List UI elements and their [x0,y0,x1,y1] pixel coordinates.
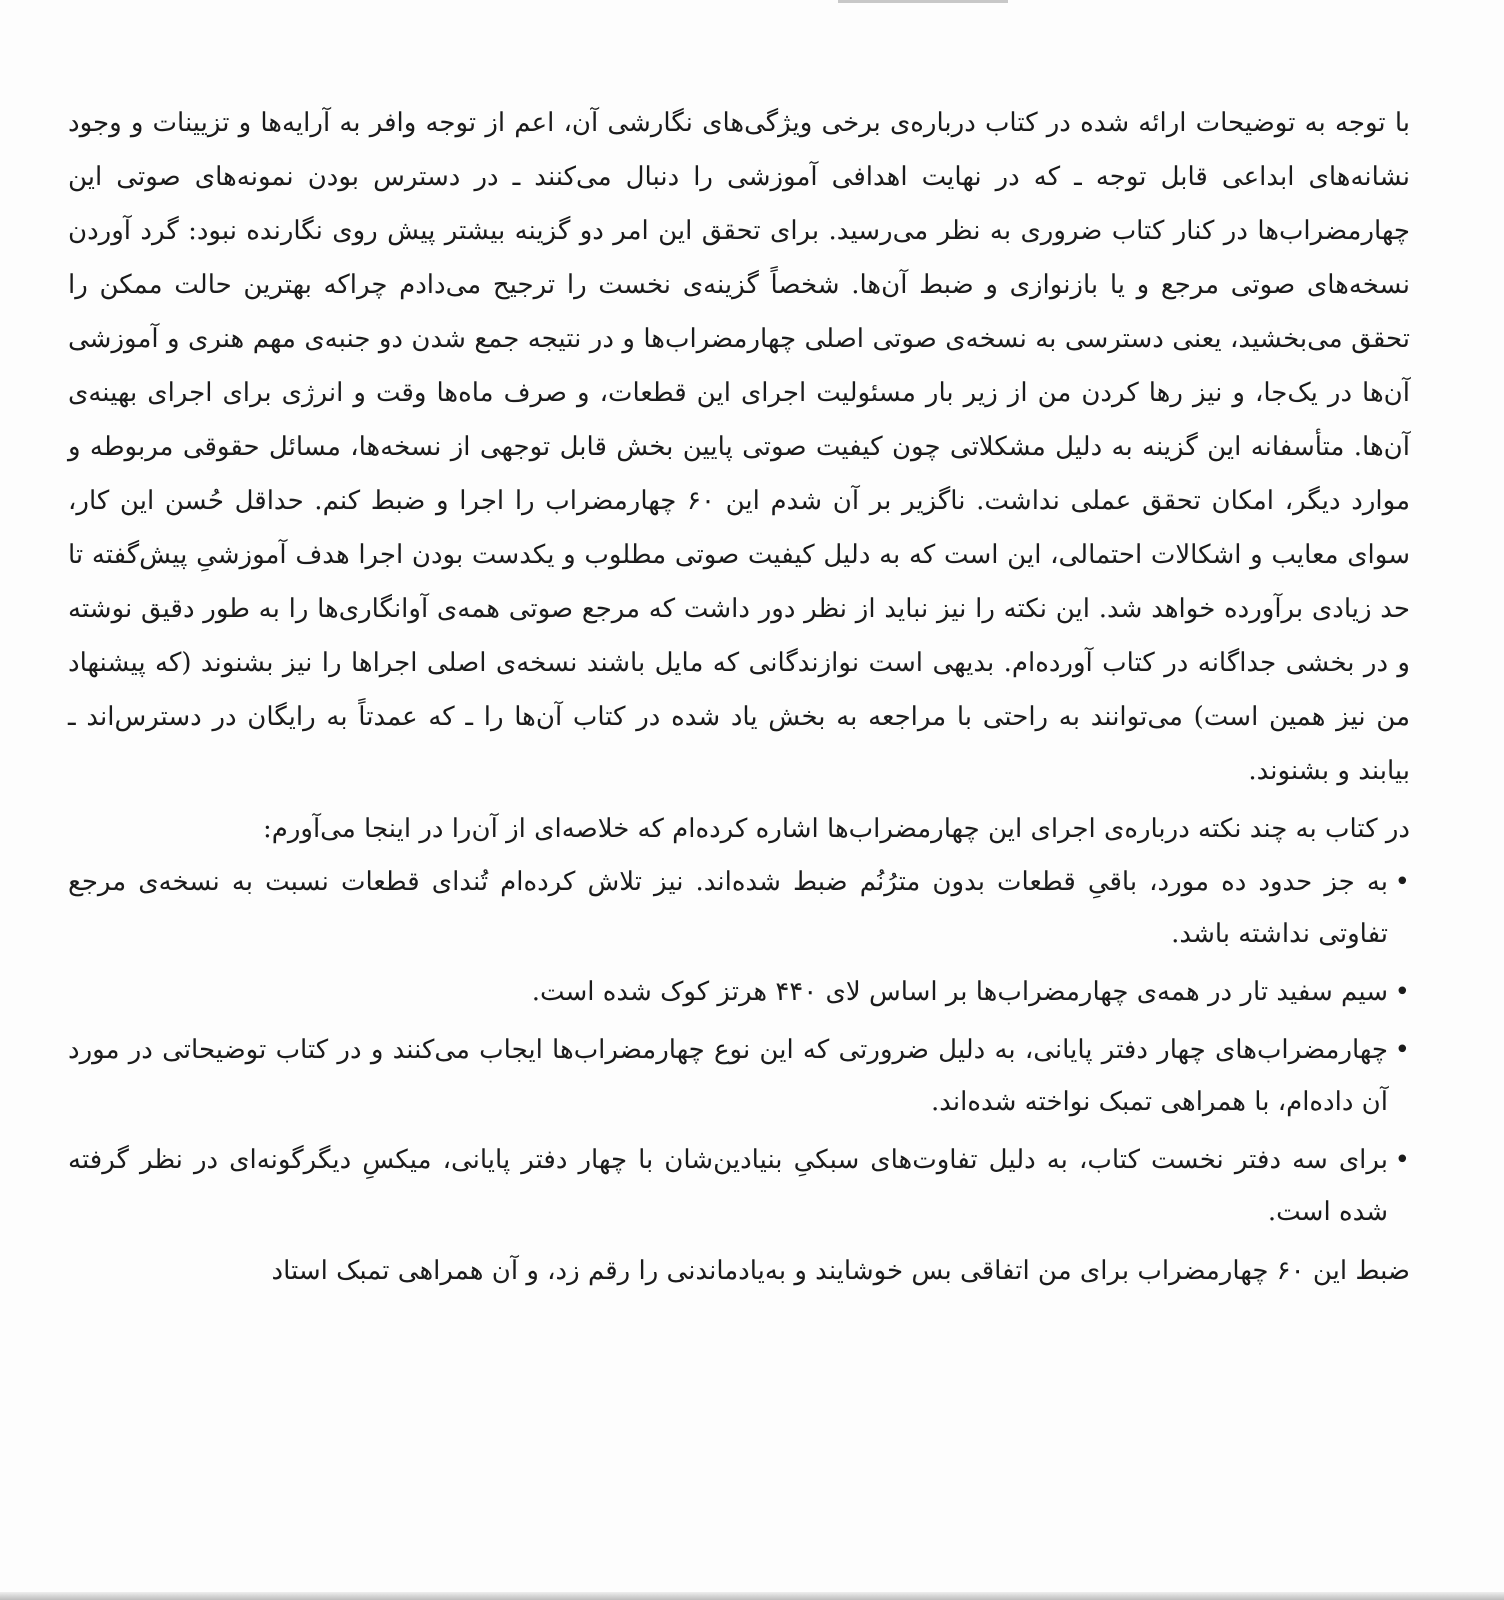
list-item [68,856,1410,960]
bullet-icon: • [1394,867,1410,897]
list-item-text: سیم سفید تار در همه‌ی چهارمضراب‌ها بر اساس لای ۴۴۰ هرتز کوک شده است. [531,977,1388,1007]
list-item [68,966,1410,1018]
bullet-icon: • [1394,1035,1410,1065]
list-item [68,1134,1410,1238]
scan-top-mark [838,0,1008,3]
list-item-text: برای سه دفتر نخست کتاب، به دلیل تفاوت‌های سبکیِ بنیادین‌شان با چهار دفتر پایانی، میکسِ دیگرگونه‌ای در نظر گرفته شده است. [68,1145,1388,1227]
notes-intro-paragraph: در کتاب به چند نکته درباره‌ی اجرای این چهارمضراب‌ها اشاره کرده‌ام که خلاصه‌ای از آن‌را در اینجا می‌آورم: [262,814,1410,844]
page-text [68,96,1410,1298]
notes-list [68,856,1410,1238]
scan-bottom-edge [0,1592,1504,1600]
bullet-icon: • [1394,1145,1410,1175]
closing-paragraph: ضبط این ۶۰ چهارمضراب برای من اتفاقی بس خوشایند و به‌یادماندنی را رقم زد، و آن همراهی تمبک استاد [271,1256,1410,1286]
intro-paragraph: با توجه به توضیحات ارائه شده در کتاب درباره‌ی برخی ویژگی‌های نگارشی آن، اعم از توجه وافر به آرایه‌ها و تزیینات و وجود نشانه‌های ابداعی قابل توجه ـ که در نهایت اهدافی آموزشی را دنبال می‌کنند ـ در دسترس بودن نمونه‌های صوتی این چهارمضراب‌ها در کنار کتاب ضروری به نظر می‌رسید. برای تحقق این امر دو گزینه بیشتر پیش روی نگارنده نبود: گرد آوردن نسخه‌های صوتی مرجع و یا بازنوازی و ضبط آن‌ها. شخصاً گزینه‌ی نخست را ترجیح می‌دادم چراکه بهترین حالت ممکن را تحقق می‌بخشید، یعنی دسترسی به نسخه‌ی صوتی اصلی چهارمضراب‌ها و در نتیجه جمع شدن دو جنبه‌ی مهم هنری و آموزشی آن‌ها در یک‌جا، و نیز رها کردن من از زیر بار مسئولیت اجرای این قطعات، و صرف ماه‌ها وقت و انرژی برای اجرای بهینه‌ی آن‌ها. متأسفانه این گزینه به دلیل مشکلاتی چون کیفیت صوتی پایین بخش قابل توجهی از نسخه‌ها، مسائل حقوقی مربوطه و موارد دیگر، امکان تحقق عملی نداشت. ناگزیر بر آن شدم این ۶۰ چهارمضراب را اجرا و ضبط کنم. حداقل حُسن این کار، سوای معایب و اشکالات احتمالی، این است که به دلیل کیفیت صوتی مطلوب و یکدست بودن اجرا هدف آموزشیِ پیش‌گفته تا حد زیادی برآورده خواهد شد. این نکته را نیز نباید از نظر دور داشت که مرجع صوتی همه‌ی آوانگاری‌ها را به طور دقیق نوشته و در بخشی جداگانه در کتاب آورده‌ام. بدیهی است نوازندگانی که مایل باشند نسخه‌ی اصلی اجراها را نیز بشنوند (که پیشنهاد من نیز همین است) می‌توانند به راحتی با مراجعه به بخش یاد شده در کتاب آن‌ها را ـ که عمدتاً به رایگان در دسترس‌اند ـ بیابند و بشنوند. [68,108,1410,786]
list-item-text: به جز حدود ده مورد، باقیِ قطعات بدون مترُنُم ضبط شده‌اند. نیز تلاش کرده‌ام تُندای قطعات نسبت به نسخه‌ی مرجع تفاوتی نداشته باشد. [68,867,1388,949]
bullet-icon: • [1394,977,1410,1007]
list-item-text: چهارمضراب‌های چهار دفتر پایانی، به دلیل ضرورتی که این نوع چهارمضراب‌ها ایجاب می‌کنند و در کتاب توضیحاتی در مورد آن داده‌ام، با همراهی تمبک نواخته شده‌اند. [68,1035,1388,1117]
list-item [68,1024,1410,1128]
